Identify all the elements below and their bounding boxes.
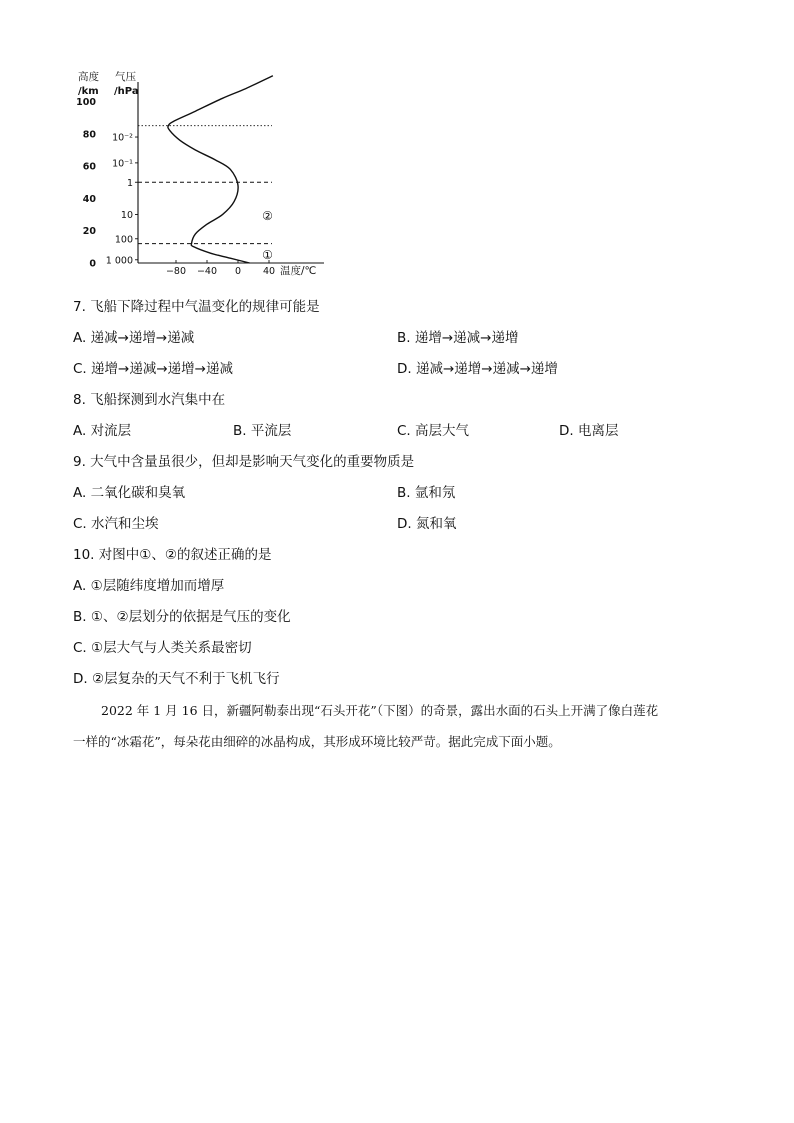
pressure-tick-label: 10⁻² bbox=[112, 132, 133, 144]
option-letter: D. bbox=[559, 423, 574, 439]
chart-axes bbox=[138, 82, 324, 263]
q10-option-b[interactable] bbox=[73, 608, 291, 626]
option-text: 氩和氖 bbox=[414, 485, 456, 501]
height-tick-label: 100 bbox=[76, 97, 96, 108]
passage-line-2: 一样的“冰霜花”，每朵花由细碎的冰晶构成，其形成环境比较严苛。据此完成下面小题。 bbox=[73, 734, 561, 749]
pressure-tick-label: 1 bbox=[126, 177, 133, 189]
question-9-stem: 9. 大气中含量虽很少，但却是影响天气变化的重要物质是 bbox=[73, 454, 415, 470]
q10-option-d[interactable] bbox=[73, 670, 280, 688]
pressure-tick-label: 1 000 bbox=[105, 255, 133, 267]
option-text: 递减→递增→递减→递增 bbox=[415, 361, 558, 377]
question-7-stem: 7. 飞船下降过程中气温变化的规律可能是 bbox=[73, 299, 320, 315]
option-text: ①层大气与人类关系最密切 bbox=[91, 640, 252, 656]
temperature-height-chart bbox=[74, 68, 334, 280]
option-text: ①、②层划分的依据是气压的变化 bbox=[90, 609, 291, 625]
option-text: 递减→递增→递减 bbox=[90, 330, 195, 346]
height-tick-label: 0 bbox=[89, 258, 96, 270]
option-text: 二氧化碳和臭氧 bbox=[90, 485, 186, 501]
y-left-label-2: /km bbox=[78, 86, 99, 97]
x-tick-label: 0 bbox=[234, 266, 242, 277]
layer-markers bbox=[262, 209, 273, 262]
q7-option-d[interactable] bbox=[397, 360, 558, 378]
layer-marker-label: ① bbox=[262, 247, 273, 262]
question-8-stem: 8. 飞船探测到水汽集中在 bbox=[73, 392, 226, 408]
pressure-tick-label: 100 bbox=[114, 234, 133, 246]
q7-option-c[interactable] bbox=[73, 360, 233, 378]
q8-option-c[interactable] bbox=[397, 422, 469, 440]
option-letter: C. bbox=[73, 640, 87, 656]
height-tick-label: 60 bbox=[82, 161, 96, 173]
temperature-curve bbox=[168, 76, 273, 263]
option-text: 平流层 bbox=[250, 423, 292, 439]
option-letter: A. bbox=[73, 423, 87, 439]
q7-option-a[interactable] bbox=[73, 329, 194, 347]
y-right-label-1: 气压 bbox=[115, 71, 136, 83]
x-axis-label: 温度/℃ bbox=[280, 265, 317, 277]
chart-labels bbox=[78, 70, 316, 277]
option-text: 递增→递减→递增 bbox=[414, 330, 519, 346]
option-letter: A. bbox=[73, 578, 87, 594]
option-letter: D. bbox=[397, 516, 412, 532]
option-letter: C. bbox=[73, 516, 87, 532]
height-tick-label: 40 bbox=[82, 193, 96, 205]
x-tick-label: 40 bbox=[262, 266, 276, 277]
option-text: 递增→递减→递增→递减 bbox=[91, 361, 233, 377]
pressure-tick-label: 10⁻¹ bbox=[112, 158, 133, 170]
option-text: 对流层 bbox=[90, 423, 132, 439]
height-tick-label: 20 bbox=[82, 226, 96, 238]
q8-option-a[interactable] bbox=[73, 422, 131, 440]
option-text: 水汽和尘埃 bbox=[91, 516, 159, 532]
q9-option-c[interactable] bbox=[73, 515, 159, 533]
option-letter: B. bbox=[397, 330, 411, 346]
y-left-label-1: 高度 bbox=[78, 71, 99, 83]
layer-marker-label: ② bbox=[262, 209, 273, 224]
option-letter: A. bbox=[73, 485, 87, 501]
option-letter: B. bbox=[233, 423, 247, 439]
option-text: 氮和氧 bbox=[415, 516, 457, 532]
y-right-label-2: /hPa bbox=[114, 86, 139, 97]
chart-ticks bbox=[76, 97, 275, 277]
q8-option-d[interactable] bbox=[559, 422, 618, 440]
option-letter: C. bbox=[397, 423, 411, 439]
q7-option-b[interactable] bbox=[397, 329, 518, 347]
q9-option-d[interactable] bbox=[397, 515, 456, 533]
option-letter: C. bbox=[73, 361, 87, 377]
option-text: ①层随纬度增加而增厚 bbox=[90, 578, 225, 594]
q10-option-a[interactable] bbox=[73, 577, 224, 595]
q9-option-b[interactable] bbox=[397, 484, 455, 502]
option-text: 高层大气 bbox=[415, 423, 470, 439]
q10-option-c[interactable] bbox=[73, 639, 252, 657]
passage-line-1: 2022 年 1 月 16 日，新疆阿勒泰出现“石头开花”（下图）的奇景，露出水面的石头上开满了像白莲花 bbox=[101, 703, 659, 718]
option-letter: B. bbox=[73, 609, 87, 625]
x-tick-label: −40 bbox=[196, 266, 218, 277]
q9-option-a[interactable] bbox=[73, 484, 185, 502]
question-10-stem: 10. 对图中①、②的叙述正确的是 bbox=[73, 547, 272, 563]
option-letter: D. bbox=[73, 671, 88, 687]
option-text: 电离层 bbox=[577, 423, 619, 439]
pressure-tick-label: 10 bbox=[120, 210, 133, 222]
height-tick-label: 80 bbox=[82, 129, 96, 141]
option-letter: D. bbox=[397, 361, 412, 377]
option-text: ②层复杂的天气不利于飞机飞行 bbox=[91, 671, 280, 687]
q8-option-b[interactable] bbox=[233, 422, 291, 440]
x-tick-label: −80 bbox=[165, 266, 187, 277]
option-letter: A. bbox=[73, 330, 87, 346]
option-letter: B. bbox=[397, 485, 411, 501]
